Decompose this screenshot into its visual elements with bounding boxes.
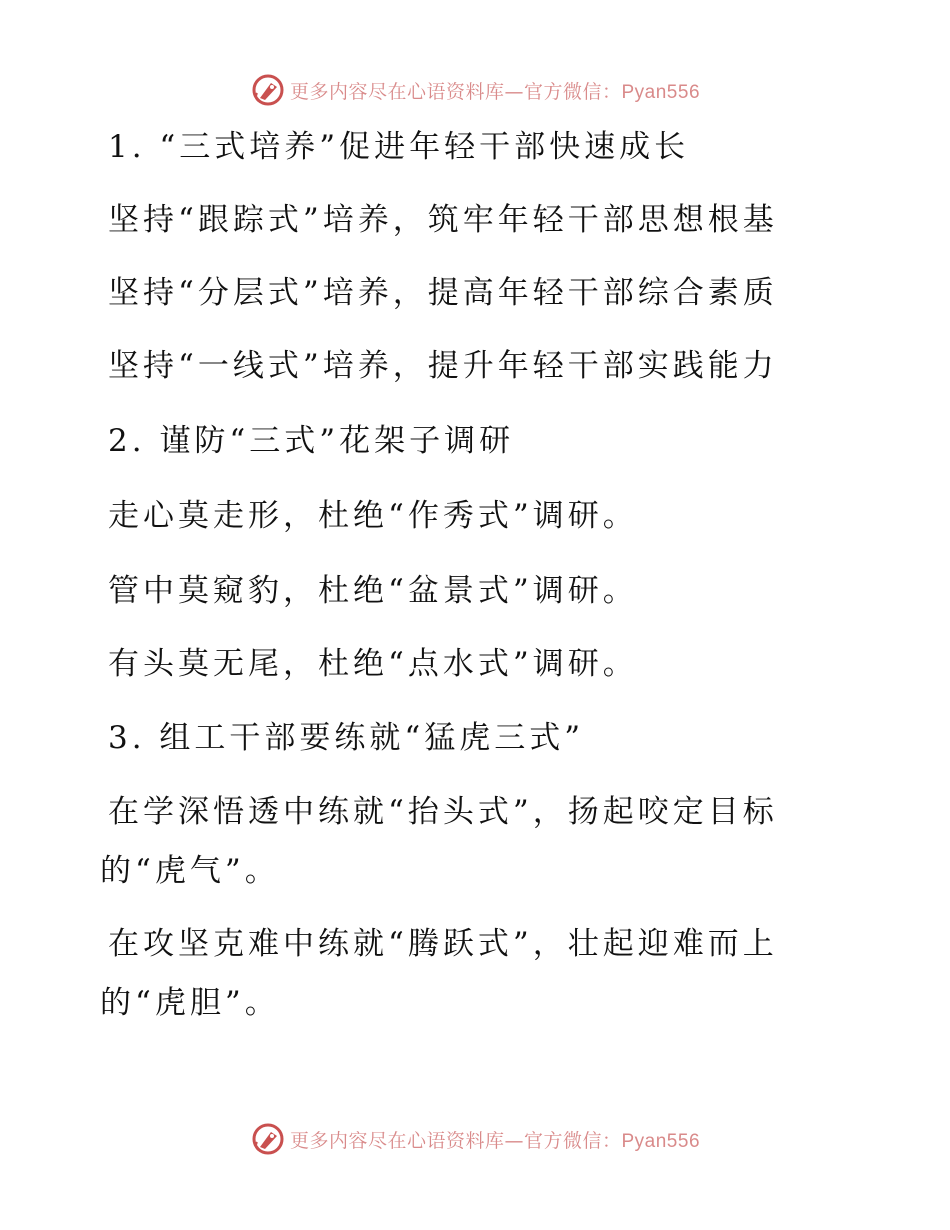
paragraph-line: 走心莫走形，杜绝“作秀式”调研。 xyxy=(108,498,638,534)
paragraph-line: 在学深悟透中练就“抬头式”，扬起咬定目标 xyxy=(108,794,778,830)
watermark-text: 更多内容尽在心语资料库—官方微信：Pyan556 xyxy=(289,80,701,103)
pen-nib-icon xyxy=(250,72,286,108)
paragraph-line: 管中莫窥豹，杜绝“盆景式”调研。 xyxy=(108,573,638,609)
paragraph-line-continued: 的“虎气”。 xyxy=(100,853,280,889)
watermark-footer xyxy=(0,1121,950,1157)
paragraph-line: 坚持“跟踪式”培养，筑牢年轻干部思想根基 xyxy=(108,202,778,238)
paragraph-line: 有头莫无尾，杜绝“点水式”调研。 xyxy=(108,646,638,682)
heading-2: 2. 谨防“三式”花架子调研 xyxy=(108,423,515,459)
watermark-header xyxy=(0,72,950,108)
paragraph-line: 在攻坚克难中练就“腾跃式”，壮起迎难而上 xyxy=(108,926,778,962)
heading-3: 3. 组工干部要练就“猛虎三式” xyxy=(108,720,585,756)
watermark-text: 更多内容尽在心语资料库—官方微信：Pyan556 xyxy=(289,1129,701,1152)
paragraph-line: 坚持“一线式”培养，提升年轻干部实践能力 xyxy=(108,348,778,384)
paragraph-line-continued: 的“虎胆”。 xyxy=(100,985,280,1021)
pen-nib-icon xyxy=(250,1121,286,1157)
heading-1: 1. “三式培养”促进年轻干部快速成长 xyxy=(108,129,690,165)
paragraph-line: 坚持“分层式”培养，提高年轻干部综合素质 xyxy=(108,275,778,311)
